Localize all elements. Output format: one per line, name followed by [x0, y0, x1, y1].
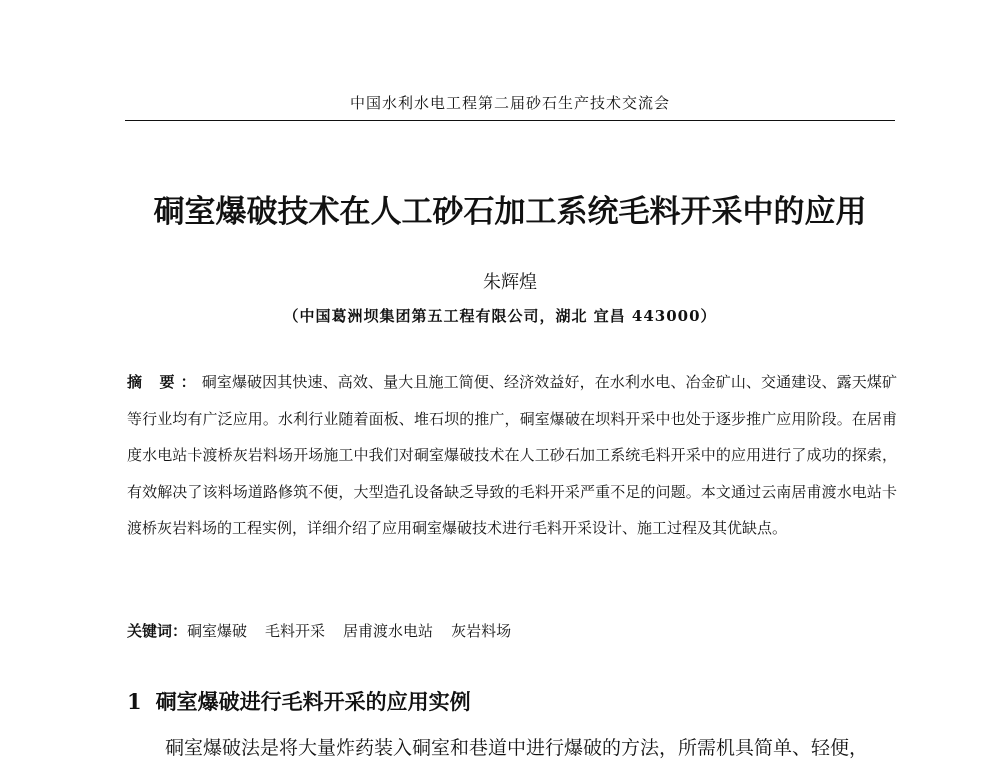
section-title: 硐室爆破进行毛料开采的应用实例	[155, 689, 471, 714]
keyword-item: 毛料开采	[265, 622, 326, 640]
keywords	[127, 620, 897, 641]
abstract-label: 摘 要：	[127, 373, 202, 391]
section-heading	[127, 686, 471, 716]
keyword-item: 居甫渡水电站	[343, 622, 434, 640]
paper-title: 硐室爆破技术在人工砂石加工系统毛料开采中的应用	[153, 194, 867, 230]
paper-affiliation: （中国葛洲坝集团第五工程有限公司，湖北 宜昌 443000）	[283, 307, 717, 325]
running-head: 中国水利水电工程第二届砂石生产技术交流会	[349, 94, 670, 112]
paper-author: 朱辉煌	[483, 272, 537, 293]
abstract	[127, 364, 897, 547]
section-number: 1	[127, 689, 142, 714]
keyword-item: 灰岩料场	[451, 622, 512, 640]
abstract-text: 硐室爆破因其快速、高效、量大且施工简便、经济效益好，在水利水电、冶金矿山、交通建设、露天煤矿等行业均有广泛应用。水利行业随着面板、堆石坝的推广，硐室爆破在坝料开采中也处于逐步推广应用阶段。在居甫度水电站卡渡桥灰岩料场开场施工中我们对硐室爆破技术在人工砂石加工系统毛料开采中的应用进行了成功的探索，有效解决了该料场道路修筑不便，大型造孔设备缺乏导致的毛料开采严重不足的问题。本文通过云南居甫渡水电站卡渡桥灰岩料场的工程实例，详细介绍了应用硐室爆破技术进行毛料开采设计、施工过程及其优缺点。	[127, 373, 897, 537]
keywords-label: 关键词：	[127, 622, 188, 640]
body-paragraph: 硐室爆破法是将大量炸药装入硐室和巷道中进行爆破的方法，所需机具简单、轻便，	[165, 737, 869, 759]
header-rule	[125, 120, 895, 121]
keyword-item: 硐室爆破	[187, 622, 248, 640]
